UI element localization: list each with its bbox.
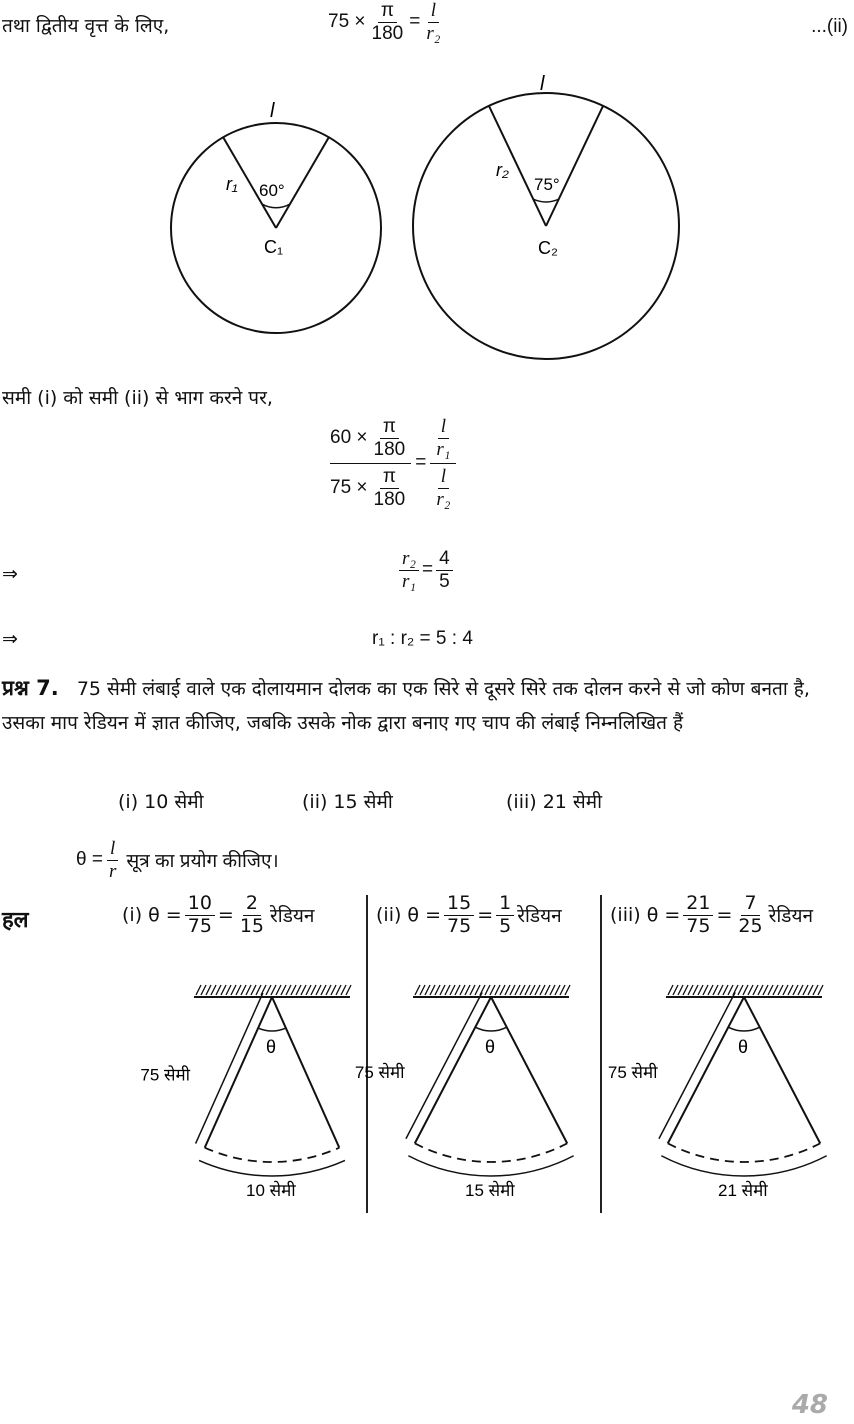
option-3: (iii) 21 सेमी — [506, 791, 603, 813]
page-number: 48 — [791, 1390, 828, 1420]
ceiling-hatch — [728, 985, 733, 995]
ceiling-hatch — [768, 985, 773, 995]
ceiling-hatch — [510, 985, 515, 995]
ceiling-hatch — [271, 985, 276, 995]
option-2: (ii) 15 सेमी — [302, 791, 393, 813]
angle-arc — [728, 1027, 759, 1031]
division-text: समी (i) को समी (ii) से भाग करने पर, — [2, 387, 273, 409]
ceiling-hatch — [226, 985, 231, 995]
ceiling-hatch — [206, 985, 211, 995]
ceiling-hatch — [668, 985, 673, 995]
ceiling-hatch — [331, 985, 336, 995]
angle-label: θ — [738, 1037, 749, 1057]
angle-label: θ — [266, 1037, 277, 1057]
ceiling-hatch — [565, 985, 570, 995]
ceiling-hatch — [713, 985, 718, 995]
ceiling-hatch — [485, 985, 490, 995]
ceiling-hatch — [788, 985, 793, 995]
angle-arc — [475, 1027, 506, 1031]
ceiling-hatch — [326, 985, 331, 995]
ceiling-hatch — [673, 985, 678, 995]
length-label: 75 सेमी — [354, 1063, 405, 1083]
ceiling-hatch — [455, 985, 460, 995]
ceiling-hatch — [520, 985, 525, 995]
ceiling-hatch — [560, 985, 565, 995]
ceiling-hatch — [753, 985, 758, 995]
ceiling-hatch — [346, 985, 351, 995]
ceiling-hatch — [703, 985, 708, 995]
ceiling-hatch — [515, 985, 520, 995]
eq-lhs: 75 × — [328, 11, 366, 33]
ceiling-hatch — [718, 985, 723, 995]
question-7 — [2, 671, 852, 740]
ceiling-hatch — [341, 985, 346, 995]
ceiling-hatch — [301, 985, 306, 995]
c2-center-label: C₂ — [538, 238, 558, 258]
ceiling-hatch — [505, 985, 510, 995]
length-label: 75 सेमी — [607, 1063, 658, 1083]
rhs-compound-fraction: $\frac{\frac{l}{\text{r₁}}}{\frac{l}{\text{r₂}}}$ — [430, 416, 456, 510]
ceiling-hatch — [555, 985, 560, 995]
solution-label: हल — [2, 908, 29, 933]
circle-1 — [171, 100, 381, 333]
solution-part-1: (i) θ = $\frac{10}{75}$ = $\frac{2}{15}$ रेडियन — [122, 892, 315, 937]
length-dimension — [196, 993, 263, 1144]
ceiling-hatch — [798, 985, 803, 995]
ceiling-hatch — [490, 985, 495, 995]
ceiling-hatch — [450, 985, 455, 995]
ceiling-hatch — [291, 985, 296, 995]
arc-dimension — [661, 1156, 826, 1176]
ceiling-hatch — [445, 985, 450, 995]
ceiling-hatch — [460, 985, 465, 995]
ceiling-hatch — [211, 985, 216, 995]
implies-2: ⇒ — [2, 629, 18, 650]
ceiling-hatch — [550, 985, 555, 995]
l-over-r2: $\frac{l}{\text{r₂}}$ — [426, 0, 441, 44]
ceiling-hatch — [793, 985, 798, 995]
arc-dimension — [199, 1160, 345, 1176]
length-label: 75 सेमी — [140, 1065, 191, 1085]
solution-part-2: (ii) θ = $\frac{15}{75}$ = $\frac{1}{5}$ रेडियन — [376, 892, 562, 937]
pendulum-string-left — [205, 997, 272, 1148]
arc-dimension — [408, 1156, 573, 1176]
ceiling-hatch — [251, 985, 256, 995]
ceiling-hatch — [336, 985, 341, 995]
ceiling-hatch — [231, 985, 236, 995]
ceiling-hatch — [425, 985, 430, 995]
angle-label: θ — [485, 1037, 496, 1057]
ceiling-hatch — [261, 985, 266, 995]
ceiling-hatch — [321, 985, 326, 995]
ceiling-hatch — [281, 985, 286, 995]
circles-figure — [0, 0, 854, 380]
ceiling-hatch — [530, 985, 535, 995]
ceiling-hatch — [241, 985, 246, 995]
ceiling-hatch — [475, 985, 480, 995]
ceiling-hatch — [698, 985, 703, 995]
c1-radius-label: r₁ — [226, 174, 238, 194]
pendulum-string-left — [415, 997, 491, 1143]
ceiling-hatch — [465, 985, 470, 995]
ceiling-hatch — [545, 985, 550, 995]
c2-angle-label: 75° — [534, 175, 560, 194]
question-label: प्रश्न 7. — [2, 676, 59, 700]
ceiling-hatch — [778, 985, 783, 995]
ceiling-hatch — [201, 985, 206, 995]
hint: θ = $\frac{l}{r}$ सूत्र का प्रयोग कीजिए। — [76, 838, 279, 882]
ceiling-hatch — [723, 985, 728, 995]
swing-arc — [205, 1148, 340, 1162]
swing-arc — [415, 1143, 567, 1162]
ceiling-hatch — [535, 985, 540, 995]
ceiling-hatch — [470, 985, 475, 995]
ceiling-hatch — [296, 985, 301, 995]
ceiling-hatch — [783, 985, 788, 995]
lhs-compound-fraction: 60 × $\frac{\pi}{180}$ 75 × $\frac{\pi}{180}$ — [330, 416, 411, 510]
solution-part-3: (iii) θ = $\frac{21}{75}$ = $\frac{7}{25}$ रेडियन — [610, 892, 814, 937]
c1-angle-label: 60° — [259, 181, 285, 200]
ceiling-hatch — [221, 985, 226, 995]
ceiling-hatch — [196, 985, 201, 995]
pendulum-string-right — [491, 997, 567, 1143]
ceiling-hatch — [803, 985, 808, 995]
ceiling-hatch — [266, 985, 271, 995]
option-1: (i) 10 सेमी — [118, 791, 204, 813]
ceiling-hatch — [415, 985, 420, 995]
question-text: 75 सेमी लंबाई वाले एक दोलायमान दोलक का एक सिरे से दूसरे सिरे तक दोलन करने से जो कोण बनता है, उसका माप रेडियन में ज्ञात कीजिए, जबकि उसके नोक द्वारा बनाए गए चाप की लंबाई निम्नलिखित हैं — [2, 678, 810, 734]
length-dimension — [659, 992, 735, 1138]
intro-text: तथा द्वितीय वृत्त के लिए, — [2, 15, 170, 37]
angle-arc — [258, 1028, 286, 1031]
ceiling-hatch — [683, 985, 688, 995]
ceiling-hatch — [216, 985, 221, 995]
ceiling-hatch — [773, 985, 778, 995]
arc-length-label: 21 सेमी — [718, 1181, 768, 1200]
ceiling-hatch — [540, 985, 545, 995]
final-ratio: r₁ : r₂ = 5 : 4 — [372, 628, 473, 649]
ceiling-hatch — [440, 985, 445, 995]
division-equation: 60 × $\frac{\pi}{180}$ 75 × $\frac{\pi}{180}$ = $\frac{\frac{l}{\text{r₁}}}{\frac{l}{\text{r₂}}}$ — [330, 416, 456, 510]
pendulum-diagrams — [0, 970, 854, 1220]
ceiling-hatch — [738, 985, 743, 995]
c1-center-label: C₁ — [264, 237, 284, 257]
ceiling-hatch — [236, 985, 241, 995]
ceiling-hatch — [688, 985, 693, 995]
implies-1: ⇒ — [2, 564, 18, 585]
ceiling-hatch — [818, 985, 823, 995]
ceiling-hatch — [748, 985, 753, 995]
ratio-equation: $\frac{\text{r₂}}{\text{r₁}}$ = $\frac{4}{5}$ — [396, 548, 456, 593]
ceiling-hatch — [525, 985, 530, 995]
length-dimension — [406, 992, 482, 1138]
c2-arc-label: l — [540, 73, 545, 95]
pi-over-180: $\frac{\pi}{180}$ — [371, 0, 404, 44]
pendulum-string-right — [744, 997, 820, 1143]
ceiling-hatch — [435, 985, 440, 995]
ceiling-hatch — [758, 985, 763, 995]
ceiling-hatch — [430, 985, 435, 995]
ceiling-hatch — [246, 985, 251, 995]
ceiling-hatch — [500, 985, 505, 995]
equation-ii: 75 × $\frac{\pi}{180}$ = $\frac{l}{\text{r₂}}$ — [328, 0, 446, 45]
ceiling-hatch — [763, 985, 768, 995]
ceiling-hatch — [743, 985, 748, 995]
ceiling-hatch — [708, 985, 713, 995]
ceiling-hatch — [813, 985, 818, 995]
ceiling-hatch — [693, 985, 698, 995]
arc-length-label: 15 सेमी — [465, 1181, 515, 1200]
pendulum-string-left — [668, 997, 744, 1143]
equation-number: ...(ii) — [811, 16, 848, 37]
ceiling-hatch — [808, 985, 813, 995]
ceiling-hatch — [311, 985, 316, 995]
ceiling-hatch — [306, 985, 311, 995]
c2-radius-label: r₂ — [496, 160, 509, 180]
ceiling-hatch — [495, 985, 500, 995]
ceiling-hatch — [420, 985, 425, 995]
arc-length-label: 10 सेमी — [246, 1181, 296, 1200]
ceiling-hatch — [286, 985, 291, 995]
swing-arc — [668, 1143, 820, 1162]
pendulum-string-right — [272, 997, 339, 1148]
c1-arc-label: l — [270, 100, 275, 122]
ceiling-hatch — [256, 985, 261, 995]
ceiling-hatch — [276, 985, 281, 995]
circle-2 — [413, 73, 679, 359]
ceiling-hatch — [316, 985, 321, 995]
ceiling-hatch — [678, 985, 683, 995]
